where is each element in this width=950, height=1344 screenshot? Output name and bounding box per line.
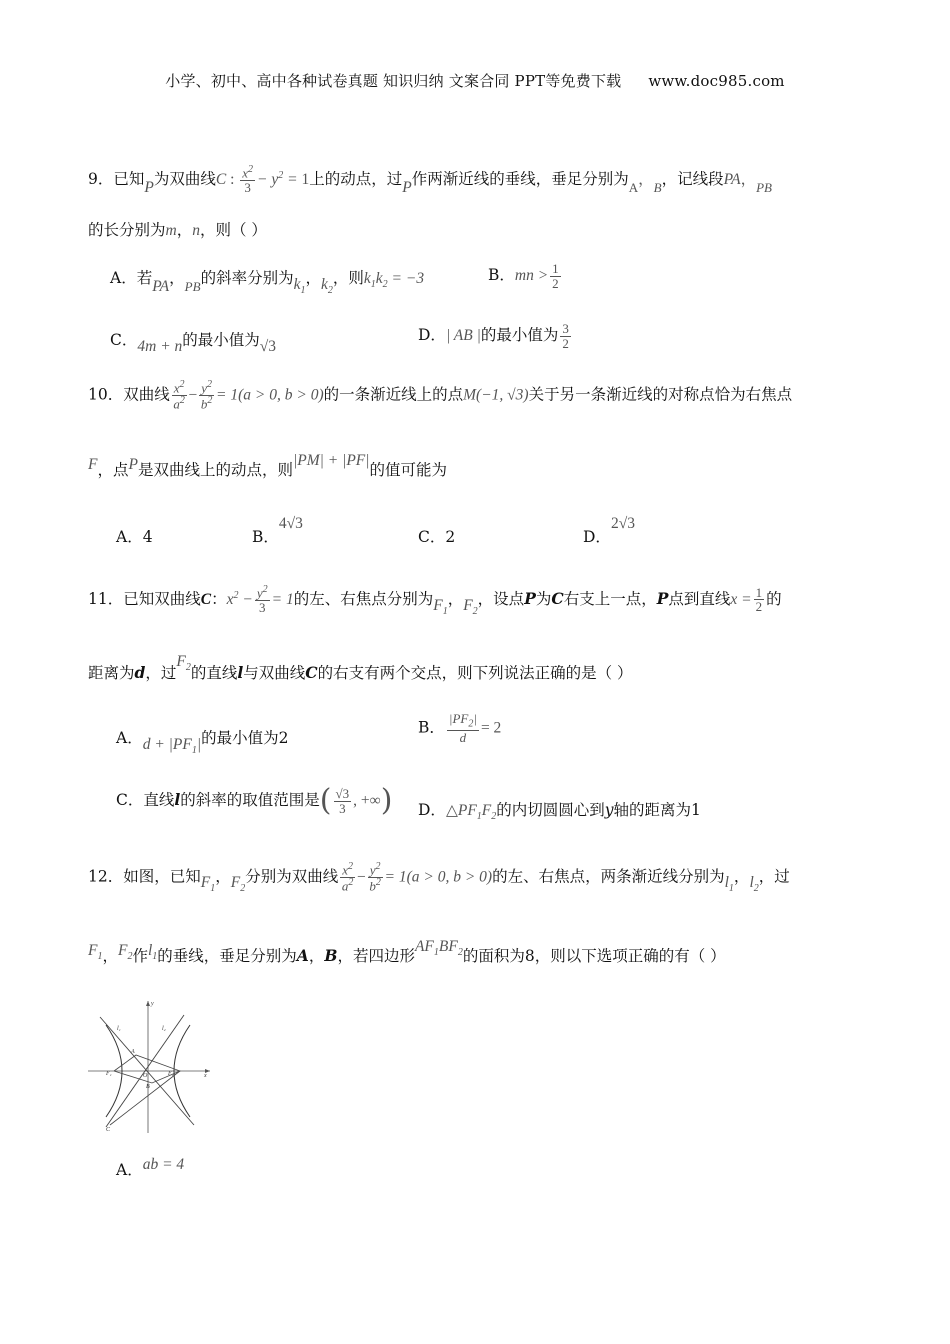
- question-10-line2: F，点P是双曲线上的动点，则|PM| + |PF|的值可能为: [88, 452, 448, 479]
- label-o: O: [143, 1073, 148, 1079]
- q11-option-c[interactable]: C．直线l的斜率的取值范围是( $\frac{√3}{3}$ , +∞): [116, 783, 393, 818]
- question-10: 10．双曲线 $\frac{x^2}{a^2}$ − $\frac{y^2}{b^2}$ = 1(a > 0, b > 0)的一条渐近线上的点M(−1, √3)关于另一条渐近线的对称点恰为右焦点: [88, 379, 793, 412]
- header-text: 小学、初中、高中各种试卷真题 知识归纳 文案合同 PPT等免费下载: [165, 72, 622, 90]
- q9-option-c[interactable]: C．4m + n的最小值为√3: [110, 331, 277, 355]
- q11-option-a[interactable]: A．$d + |PF_1|$的最小值为2: [116, 729, 289, 757]
- q10-option-a[interactable]: A．4: [116, 528, 153, 546]
- q10-option-b[interactable]: B．4√3: [252, 515, 303, 546]
- label-c: C: [106, 1127, 111, 1133]
- question-12: 12．如图，已知$F_1$，$F_2$分别为双曲线 $\frac{x^2}{a^2}$ − $\frac{y^2}{b^2}$ = 1(a > 0, b > 0)的左、右焦点，两条渐近线分别为$l_1$，$l_2$，过: [88, 861, 790, 895]
- label-f1: F₁: [106, 1071, 112, 1077]
- q12-option-a[interactable]: A．ab = 4: [116, 1156, 185, 1179]
- q11-option-b[interactable]: B． $\frac{|PF_2|}{d}$ = 2: [418, 711, 502, 746]
- label-l1: l₁: [117, 1026, 121, 1032]
- q10-option-c[interactable]: C．2: [418, 528, 456, 546]
- q9-option-b[interactable]: B．mn > $\frac{1}{2}$: [488, 261, 559, 291]
- question-9: 9．已知P为双曲线C : $\frac{x^2}{3}$ − $y^2 = 1$上的动点，过P作两渐近线的垂线，垂足分别为$_A$，$_B$，记线段PA，$_{PB}$: [88, 164, 772, 196]
- q10-option-d[interactable]: D．2√3: [583, 515, 635, 546]
- q9-option-a[interactable]: A．若PA，$_{PB}$的斜率分别为$k_1$，$k_2$，则$k_1k_2 = -3$: [110, 269, 425, 297]
- question-11: 11．已知双曲线C：$x^2$ − $\frac{y^2}{3}$ = 1的左、右焦点分别为$F_1$，$F_2$，设点P为C右支上一点，P点到直线x = $\frac{1}{2}$ 的: [88, 584, 782, 617]
- page-header: [0, 70, 950, 91]
- label-x: x: [204, 1073, 207, 1079]
- q9-option-d[interactable]: D．| AB |的最小值为 $\frac{3}{2}$: [418, 321, 569, 351]
- question-9-line2: 的长分别为m，n，则（ ）: [88, 221, 267, 239]
- question-11-line2: 距离为d，过$F_2$的直线l与双曲线C的右支有两个交点，则下列说法正确的是（ ）: [88, 653, 633, 682]
- label-a: A: [131, 1049, 135, 1055]
- label-f2: F₂: [168, 1071, 174, 1077]
- label-b: B: [146, 1084, 150, 1090]
- question-12-line2: $F_1$，$F_2$作$l_1$的垂线，垂足分别为A，B，若四边形$AF_1BF_2$的面积为8，则以下选项正确的有（ ）: [88, 938, 726, 965]
- q11-option-d[interactable]: D．$\triangle PF_1F_2$的内切圆圆心到y轴的距离为1: [418, 801, 701, 823]
- header-url[interactable]: www.doc985.com: [648, 72, 785, 90]
- label-y: y: [151, 1001, 154, 1007]
- label-l2: l₂: [162, 1026, 166, 1032]
- hyperbola-figure: [86, 995, 212, 1135]
